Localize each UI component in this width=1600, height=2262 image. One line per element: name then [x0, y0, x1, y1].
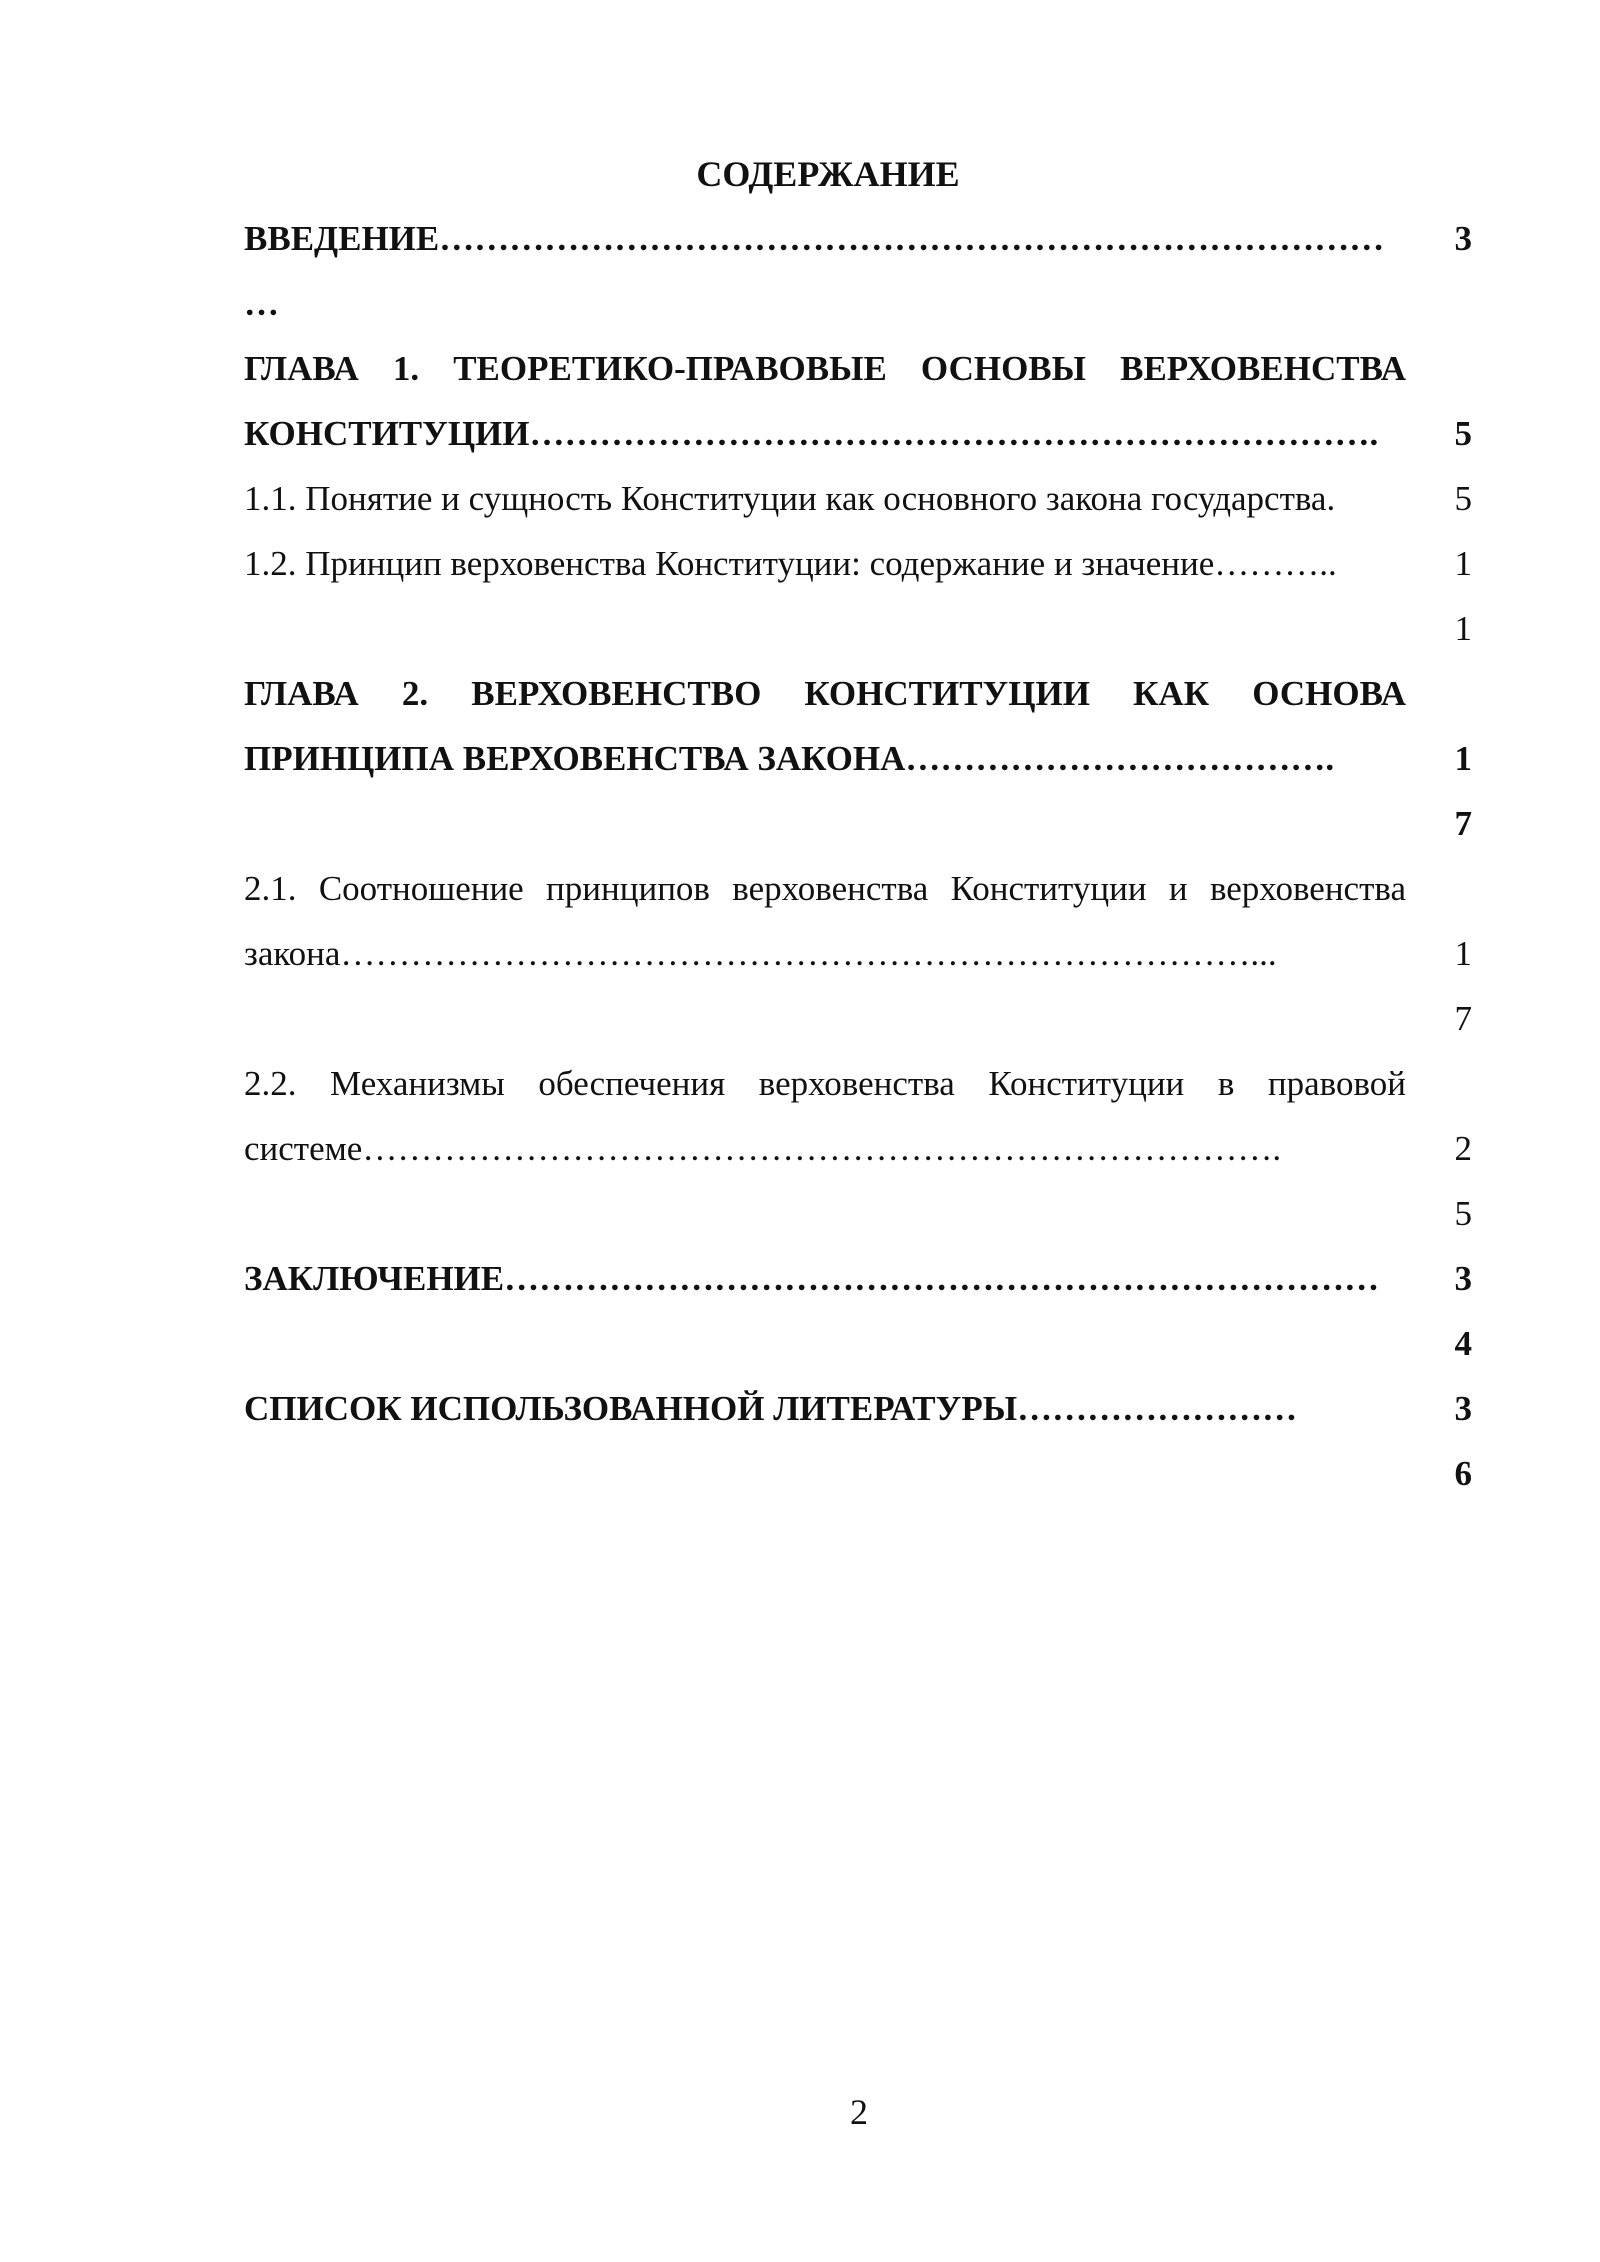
- toc-entry-conclusion[interactable]: [244, 1246, 1472, 1376]
- toc-entry-page: 3: [1454, 219, 1472, 258]
- toc-entry-chapter-2[interactable]: [244, 661, 1472, 856]
- toc-entry-text: ВВЕДЕНИЕ…………………………………………………………………………: [244, 219, 1385, 323]
- toc-entry-text: 1.1. Понятие и сущность Конституции как основного закона государства.: [244, 479, 1336, 518]
- toc-entry-text: СПИСОК ИСПОЛЬЗОВАННОЙ ЛИТЕРАТУРЫ……………………: [244, 1389, 1298, 1428]
- toc-entry-references[interactable]: [244, 1376, 1472, 1506]
- toc-entry-page: 5: [1454, 479, 1472, 518]
- toc-entry-text: ЗАКЛЮЧЕНИЕ…………………………………………………………………: [244, 1259, 1380, 1298]
- table-of-contents: [244, 206, 1472, 1506]
- page-number: 2: [850, 2092, 868, 2132]
- toc-entry-page: 17: [1454, 739, 1472, 843]
- toc-entry-section-1-1[interactable]: [244, 466, 1472, 531]
- toc-entry-text: ГЛАВА 1. ТЕОРЕТИКО-ПРАВОВЫЕ ОСНОВЫ ВЕРХОВЕНСТВА КОНСТИТУЦИИ……………………………………………………………….: [244, 349, 1406, 453]
- toc-entry-section-1-2[interactable]: [244, 531, 1472, 661]
- toc-entry-page: 11: [1454, 544, 1472, 648]
- toc-entry-text: 1.2. Принцип верховенства Конституции: содержание и значение………..: [244, 544, 1337, 583]
- toc-entry-text: ГЛАВА 2. ВЕРХОВЕНСТВО КОНСТИТУЦИИ КАК ОСНОВА ПРИНЦИПА ВЕРХОВЕНСТВА ЗАКОНА……………………………….: [244, 674, 1406, 778]
- toc-title: СОДЕРЖАНИЕ: [696, 154, 960, 194]
- toc-entry-text: 2.1. Соотношение принципов верховенства Конституции и верховенства закона……………………………………………………………………...: [244, 869, 1406, 973]
- toc-entry-page: 5: [1454, 414, 1472, 453]
- toc-entry-page: 25: [1454, 1129, 1472, 1233]
- toc-entry-section-2-1[interactable]: [244, 856, 1472, 1051]
- toc-entry-introduction[interactable]: [244, 206, 1472, 336]
- toc-entry-page: 17: [1454, 934, 1472, 1038]
- toc-entry-text: 2.2. Механизмы обеспечения верховенства Конституции в правовой системе…………………………………………………………………….: [244, 1064, 1406, 1168]
- toc-entry-page: 34: [1454, 1259, 1472, 1363]
- toc-entry-chapter-1[interactable]: [244, 336, 1472, 466]
- toc-entry-page: 36: [1454, 1389, 1472, 1493]
- toc-entry-section-2-2[interactable]: [244, 1051, 1472, 1246]
